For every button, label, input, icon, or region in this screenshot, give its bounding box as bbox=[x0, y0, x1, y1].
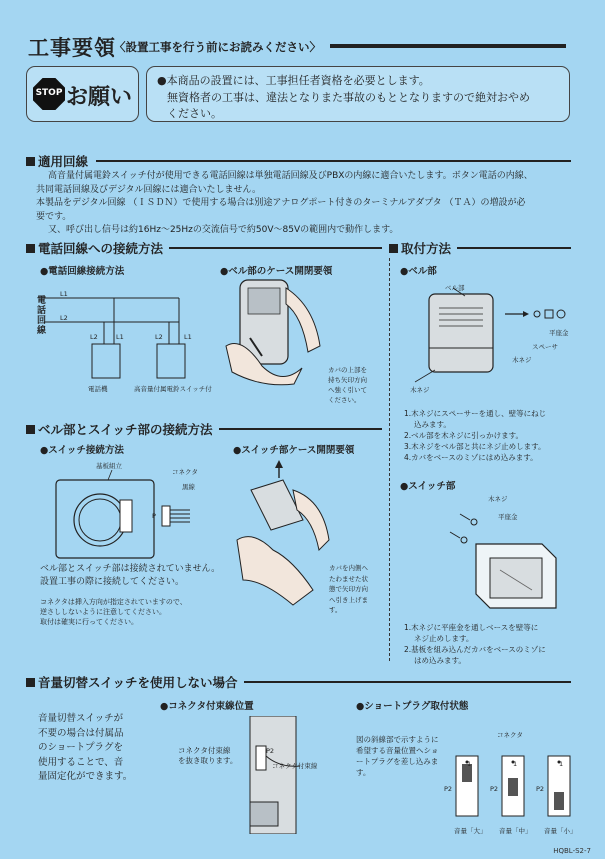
heading-square-icon bbox=[26, 678, 35, 687]
p2-label: P2 bbox=[266, 747, 275, 755]
text-line: 要です。 bbox=[36, 211, 72, 222]
switch-connect-label: ●スイッチ接続方法 bbox=[40, 445, 124, 456]
wiring-label: ●電話回線接続方法 bbox=[40, 266, 125, 277]
desc-line: 量固定化ができます。 bbox=[38, 771, 133, 782]
heading-rule bbox=[219, 428, 382, 430]
heading-text: 音量切替スイッチを使用しない場合 bbox=[38, 675, 238, 690]
short-plug-label: ●ショートプラグ取付状態 bbox=[356, 701, 469, 712]
section-heading-volume bbox=[26, 673, 571, 691]
notice-line: 無資格者の工事は、違法となりまた事故のもととなりますので絶対おやめ bbox=[167, 90, 530, 104]
document-code: HQBL-S2-7 bbox=[553, 847, 591, 855]
note-line: カバを内側へ bbox=[329, 564, 368, 572]
note-line: 設置工事の際に接続してください。 bbox=[40, 576, 185, 587]
caution-line: 逆さししないように注意してください。 bbox=[40, 608, 166, 616]
bell-part-callout: ベル部 bbox=[445, 284, 465, 292]
switch-mount-illustration bbox=[446, 500, 574, 616]
text-line: 高音量付属電鈴スイッチ付が使用できる電話回線は単独電話回線及びPBXの内線に適合いたします。ボタン電話の内線、 bbox=[48, 171, 533, 181]
column-divider bbox=[389, 258, 390, 661]
sw-flat-washer-callout: 平座金 bbox=[498, 513, 518, 521]
l1-label: L1 bbox=[60, 290, 68, 298]
bell-mount-steps bbox=[404, 408, 574, 463]
text-line: 又、呼び出し信号は約16Hz～25Hzの交流信号で約50V～85Vの範囲内で動作します。 bbox=[48, 225, 399, 235]
bell-case-illustration bbox=[222, 276, 332, 388]
switch-mount-label: ●スイッチ部 bbox=[400, 481, 456, 492]
heading-rule bbox=[96, 160, 571, 162]
notice-line: ください。 bbox=[167, 107, 222, 120]
volume-small-label: 音量「小」 bbox=[544, 827, 577, 835]
title-rule bbox=[330, 44, 566, 48]
switch-connect-diagram bbox=[40, 470, 220, 560]
switch-case-note bbox=[329, 563, 368, 616]
switch-case-illustration bbox=[233, 460, 333, 610]
volume-description bbox=[38, 712, 132, 785]
note-line: 図の斜線部で示すように bbox=[356, 735, 439, 744]
l2-label: L2 bbox=[90, 333, 98, 341]
step-line: 込みます。 bbox=[414, 420, 451, 429]
page-title: 工事要領 bbox=[28, 36, 116, 60]
note-line: へ引き上げま bbox=[329, 595, 368, 604]
bundle-note bbox=[178, 746, 237, 766]
notice-box bbox=[146, 66, 570, 122]
switch-mount-steps bbox=[404, 622, 574, 666]
caution-line: 取付は確実に行ってください。 bbox=[40, 618, 138, 626]
p-label: P bbox=[152, 512, 156, 520]
heading-text: 適用回線 bbox=[38, 154, 89, 169]
switch-device-label: 高音量付属電鈴スイッチ付 bbox=[134, 385, 212, 393]
l1-label: L1 bbox=[184, 333, 192, 341]
bell-mount-label: ●ベル部 bbox=[400, 266, 437, 277]
bundle-position-illustration bbox=[240, 716, 340, 834]
l2-label: L2 bbox=[60, 314, 68, 322]
note-line: コネクタ付束線 bbox=[178, 746, 231, 755]
step-line: 2.基板を組み込んだカバをベースのミゾに bbox=[404, 645, 546, 654]
request-label: お願い bbox=[66, 85, 133, 110]
bell-mount-illustration bbox=[405, 278, 575, 398]
note-line: を抜き取ります。 bbox=[178, 756, 238, 765]
p2-label: P2 bbox=[444, 785, 453, 793]
wiring-diagram bbox=[44, 288, 214, 398]
note-line: す。 bbox=[329, 606, 342, 614]
heading-square-icon bbox=[26, 244, 35, 253]
wood-screw-callout: 木ネジ bbox=[512, 356, 532, 364]
wood-screw-callout: 木ネジ bbox=[410, 386, 430, 394]
switch-connect-note bbox=[40, 563, 220, 588]
caution-line: コネクタは挿入方向が指定されていますので、 bbox=[40, 598, 187, 606]
step-line: 1.木ネジに平座金を通しベースを壁等に bbox=[404, 623, 539, 632]
connector-callout: コネクタ bbox=[172, 468, 198, 476]
note-line: ください。 bbox=[328, 396, 361, 404]
connector-callout: コネクタ bbox=[497, 731, 523, 739]
black-wire-callout: 黒線 bbox=[182, 483, 195, 491]
step-line: 2.ベル部を木ネジに引っかけます。 bbox=[404, 431, 524, 440]
bundle-callout: コネクタ付束線 bbox=[272, 762, 318, 770]
note-line: たわませた状 bbox=[329, 574, 368, 583]
note-line: へ強く引いて bbox=[328, 386, 367, 394]
note-line: す。 bbox=[356, 768, 371, 777]
connector-caution bbox=[40, 597, 187, 627]
short-plug-note bbox=[356, 734, 439, 778]
case-open-label: ●ベル部のケース開閉要領 bbox=[220, 266, 333, 277]
heading-rule bbox=[244, 681, 571, 683]
heading-square-icon bbox=[389, 244, 398, 253]
step-line: はめ込みます。 bbox=[414, 656, 466, 665]
bundle-position-label: ●コネクタ付束線位置 bbox=[160, 701, 254, 712]
desc-line: 音量切替スイッチが bbox=[38, 713, 124, 724]
line-label: 電話回線 bbox=[35, 295, 45, 335]
applicable-text bbox=[36, 170, 576, 238]
board-callout: 基板組立 bbox=[96, 462, 122, 470]
heading-rule bbox=[169, 247, 382, 249]
heading-text: 電話回線への接続方法 bbox=[38, 241, 164, 256]
section-heading-bell-switch bbox=[26, 420, 382, 438]
p2-label: P2 bbox=[536, 785, 545, 793]
section-heading-applicable bbox=[26, 152, 571, 170]
note-line: 希望する音量位置へショ bbox=[356, 746, 439, 755]
pin-1-label: 1 bbox=[467, 760, 472, 768]
text-line: 共同電話回線及びデジタル回線には適合いたしません。 bbox=[36, 184, 262, 195]
page-subtitle: 〈設置工事を行う前にお読みください〉 bbox=[114, 40, 321, 54]
phone-label: 電話機 bbox=[88, 385, 108, 393]
section-heading-mounting bbox=[389, 239, 571, 257]
step-line: 4.カバをベースのミゾにはめ込みます。 bbox=[404, 453, 538, 462]
case-open-note bbox=[328, 365, 367, 405]
note-line: ートプラグを差し込みま bbox=[356, 757, 439, 766]
stop-icon-text: STOP bbox=[35, 88, 63, 98]
step-line: ネジ止めします。 bbox=[414, 634, 474, 643]
notice-line: ●本商品の設置には、工事担任者資格を必要とします。 bbox=[157, 74, 430, 87]
step-line: 3.木ネジをベル部と共にネジ止めします。 bbox=[404, 442, 546, 451]
pin-1-label: 1 bbox=[559, 760, 564, 768]
heading-rule bbox=[457, 247, 571, 249]
section-heading-connection bbox=[26, 239, 382, 257]
spacer-callout: スペーサ bbox=[532, 343, 558, 351]
l1-label: L1 bbox=[116, 333, 124, 341]
note-line: ベル部とスイッチ部は接続されていません。 bbox=[40, 564, 221, 574]
desc-line: 不要の場合は付属品 bbox=[38, 727, 124, 739]
heading-text: ベル部とスイッチ部の接続方法 bbox=[38, 422, 213, 437]
note-line: カバの上部を bbox=[328, 366, 367, 374]
volume-large-label: 音量「大」 bbox=[454, 827, 487, 835]
heading-text: 取付方法 bbox=[401, 241, 452, 256]
sw-wood-screw-callout: 木ネジ bbox=[488, 495, 508, 503]
volume-mid-label: 音量「中」 bbox=[499, 827, 532, 835]
desc-line: のショートプラグを bbox=[38, 742, 124, 753]
heading-square-icon bbox=[26, 425, 35, 434]
short-plug-diagrams bbox=[440, 742, 580, 822]
desc-line: 使用することで、音 bbox=[38, 756, 124, 768]
switch-case-label: ●スイッチ部ケース開閉要領 bbox=[233, 445, 355, 456]
flat-washer-callout: 平座金 bbox=[549, 329, 569, 337]
heading-square-icon bbox=[26, 157, 35, 166]
text-line: 本製品をデジタル回線 （ＩＳＤＮ）で使用する場合は別途アナログポート付きのターミナルアダプタ （ＴＡ）の増設が必 bbox=[36, 198, 526, 208]
l2-label: L2 bbox=[155, 333, 163, 341]
note-line: 態で矢印方向 bbox=[329, 585, 368, 593]
step-line: 1.木ネジにスペーサーを通し、壁等にねじ bbox=[404, 409, 547, 418]
note-line: 持ち矢印方向 bbox=[328, 376, 367, 384]
p2-label: P2 bbox=[490, 785, 499, 793]
pin-1-label: 1 bbox=[513, 760, 518, 768]
